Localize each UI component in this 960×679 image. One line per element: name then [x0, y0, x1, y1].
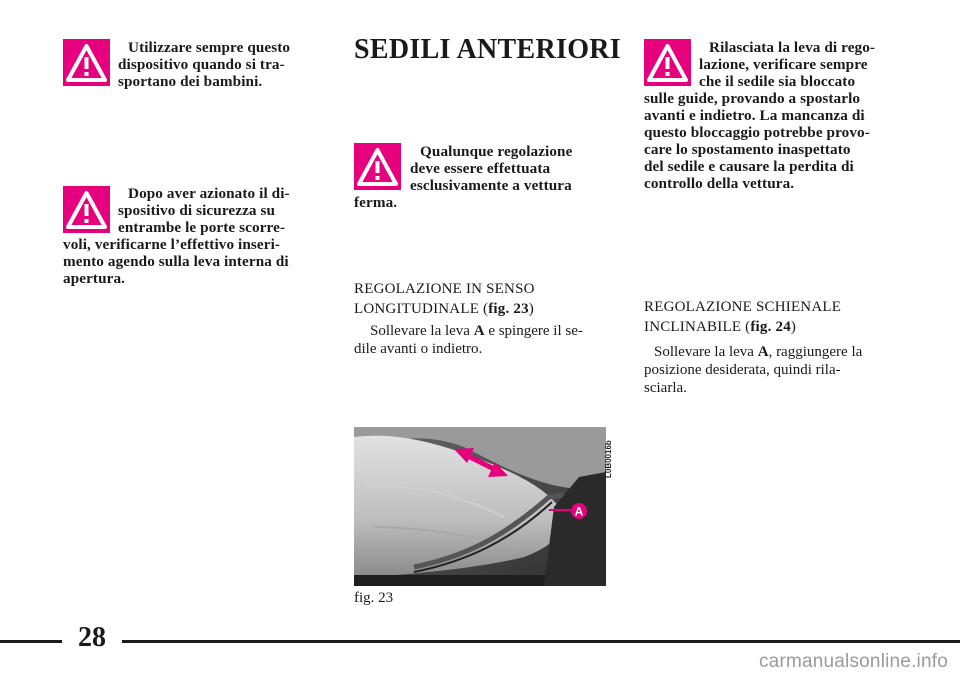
text-line: voli, verificarne l’effettivo inseri- [63, 236, 281, 253]
warning-triangle-icon [644, 39, 691, 86]
figure-reference: fig. 24 [750, 319, 791, 335]
text-line: lazione, verificare sempre [699, 56, 868, 73]
text-line: entrambe le porte scorre- [118, 219, 286, 236]
text-line: mento agendo sulla leva interna di [63, 253, 289, 270]
text-line: che il sedile sia bloccato [699, 73, 856, 90]
body-line: posizione desiderata, quindi rila- [644, 362, 841, 378]
warning-text-seat-locked-cont [644, 90, 895, 192]
text-line: questo bloccaggio potrebbe provo- [644, 124, 870, 141]
text-line: sportano dei bambini. [118, 73, 263, 90]
watermark: carmanualsonline.info [758, 651, 948, 672]
section-heading-longitudinal [354, 279, 606, 319]
warning-text-seat-locked [699, 39, 895, 90]
text-line: controllo della vettura. [644, 175, 795, 192]
figure-caption: fig. 23 [354, 590, 394, 606]
heading-line [354, 299, 606, 319]
section-body-backrest [644, 343, 896, 397]
heading-text: LONGITUDINALE ( [354, 301, 489, 317]
lever-label: A [473, 323, 485, 339]
heading-line: REGOLAZIONE IN SENSO [354, 281, 535, 297]
heading-text: ) [790, 319, 797, 335]
lever-label: A [757, 344, 769, 360]
text-line: sulle guide, provando a spostarlo [644, 90, 861, 107]
text-line: care lo spostamento inaspettato [644, 141, 851, 158]
text-line: esclusivamente a vettura [410, 177, 572, 194]
body-text: Sollevare la leva [654, 344, 758, 360]
warning-text-adjust-stopped-cont [354, 194, 604, 211]
warning-triangle-icon [63, 186, 110, 233]
body-line [644, 343, 896, 361]
lever-marker-label: A [574, 504, 584, 519]
text-line: avanti e indietro. La mancanza di [644, 107, 865, 124]
figure-code: L0B0016b [604, 440, 613, 478]
text-line: Utilizzare sempre questo [128, 39, 291, 56]
text-line: deve essere effettuata [410, 160, 551, 177]
text-line: dispositivo quando si tra- [118, 56, 285, 73]
text-line: Rilasciata la leva di rego- [709, 39, 876, 56]
footer-rule-left [0, 640, 62, 643]
warning-text-door-check [118, 185, 312, 236]
body-text: Sollevare la leva [370, 323, 474, 339]
figure-reference: fig. 23 [488, 301, 529, 317]
body-line [354, 322, 606, 340]
heading-text: ) [528, 301, 534, 317]
section-heading-backrest [644, 297, 896, 337]
heading-line: REGOLAZIONE SCHIENALE [644, 299, 842, 315]
body-text: , raggiungere la [768, 344, 863, 360]
text-line: Dopo aver azionato il di- [128, 185, 290, 202]
text-line: apertura. [63, 270, 126, 287]
warning-triangle-icon [354, 143, 401, 190]
section-body-longitudinal [354, 322, 606, 358]
body-line: sciarla. [644, 380, 687, 396]
heading-text: INCLINABILE ( [644, 319, 751, 335]
text-line: spositivo di sicurezza su [118, 202, 276, 219]
page-title: SEDILI ANTERIORI [354, 34, 621, 65]
warning-text-child-safety [118, 39, 312, 90]
page-number: 28 [78, 622, 106, 653]
footer-rule-right [122, 640, 960, 643]
heading-line [644, 317, 896, 337]
text-line: del sedile e causare la perdita di [644, 158, 854, 175]
body-text: e spingere il se- [484, 323, 583, 339]
seat-photo [354, 427, 606, 586]
body-line: dile avanti o indietro. [354, 341, 483, 357]
warning-triangle-icon [63, 39, 110, 86]
warning-text-door-check-cont [63, 236, 313, 287]
text-line: Qualunque regolazione [420, 143, 573, 160]
text-line: ferma. [354, 194, 398, 211]
warning-text-adjust-stopped [410, 143, 604, 194]
